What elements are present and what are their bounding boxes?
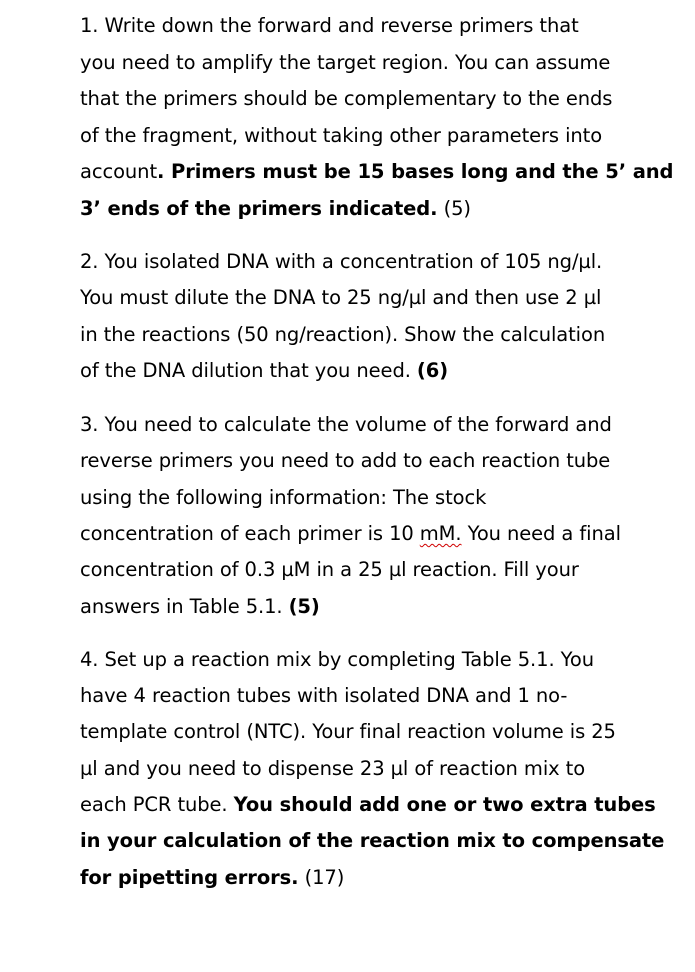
q1-line-2: you need to amplify the target region. You can assume [80,51,611,74]
q4-line-5-text: each PCR tube. [80,793,234,816]
q4-bold-pipetting: for pipetting errors. [80,866,299,889]
q4-marks: (17) [298,866,345,889]
q2-line-2: You must dilute the DNA to 25 ng/µl and then use 2 µl [80,286,602,309]
q4-bold-line-6: in your calculation of the reaction mix to compensate [80,829,665,852]
q1-line-6 [80,197,471,221]
q4-line-6 [80,829,664,853]
q3-line-1: 3. You need to calculate the volume of the forward and [80,413,612,436]
q1-line-5 [80,160,673,184]
q4-line-7 [80,866,344,890]
q4-line-3: template control (NTC). Your final reaction volume is 25 [80,720,616,743]
q4-line-2: have 4 reaction tubes with isolated DNA and 1 no- [80,684,568,707]
q2-line-1: 2. You isolated DNA with a concentration of 105 ng/µl. [80,250,603,273]
q2-line-4 [80,359,448,383]
q4-line-1: 4. Set up a reaction mix by completing Table 5.1. You [80,648,594,671]
q1-line-5-text: account [80,160,157,183]
q1-line-1: 1. Write down the forward and reverse primers that [80,14,579,37]
q1-marks: (5) [437,197,471,220]
q1-bold-ends: 3’ ends of the primers indicated. [80,197,438,220]
q3-marks: (5) [288,595,320,618]
q3-line-3: using the following information: The stock [80,486,487,509]
q4-bold-extra-tubes: You should add one or two extra tubes [233,793,656,816]
q3-line-4-rest: You need a final [461,522,621,545]
q1-line-4: of the fragment, without taking other parameters into [80,124,603,147]
q4-line-4: µl and you need to dispense 23 µl of reaction mix to [80,757,586,780]
q2-line-4-text: of the DNA dilution that you need. [80,359,417,382]
q3-line-6 [80,595,320,619]
q3-line-4-text: concentration of each primer is 10 [80,522,420,545]
q1-bold-requirement: Primers must be 15 bases long and the 5’ and [171,160,674,183]
q4-line-5 [80,793,656,817]
q3-line-6-text: answers in Table 5.1. [80,595,289,618]
q1-bold-period: . [157,160,171,183]
q2-marks: (6) [416,359,449,382]
q3-line-2: reverse primers you need to add to each reaction tube [80,449,611,472]
q3-line-5: concentration of 0.3 µM in a 25 µl reaction. Fill your [80,558,579,581]
q1-line-3: that the primers should be complementary to the ends [80,87,613,110]
q2-line-3: in the reactions (50 ng/reaction). Show the calculation [80,323,606,346]
q3-line-4 [80,522,621,546]
q3-spellcheck-unit[interactable]: mM. [419,522,462,545]
